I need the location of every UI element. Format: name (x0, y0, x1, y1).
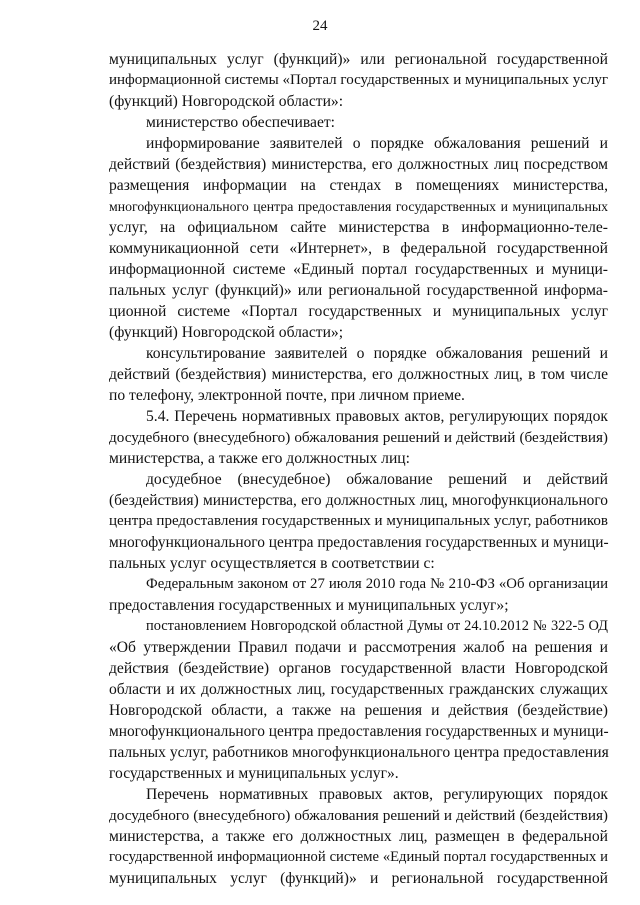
text-line: государственной информационной системе «Единый портал государственных и (109, 849, 608, 865)
text-line: (бездействия) министерства, его должностных лиц, многофункционального (109, 492, 608, 509)
text-line: Перечень нормативных правовых актов, регулирующих порядок (146, 786, 608, 803)
page-number: 24 (312, 18, 328, 34)
text-line: центра предоставления государственных и муниципальных услуг, работников (109, 513, 608, 529)
text-line: пальных услуг осуществляется в соответствии с: (109, 555, 435, 572)
text-line: министерства, а также его должностных лиц: (109, 450, 410, 467)
text-line: области и их должностных лиц, государственных гражданских служащих (109, 681, 608, 698)
text-line: государственных и муниципальных услуг». (109, 765, 399, 782)
text-line: досудебного (внесудебного) обжалования решений и действий (бездействия) (109, 429, 608, 446)
text-line: действий (бездействия) министерства, его должностных лиц посредством (109, 156, 608, 173)
text-line: пальных услуг (функций)» или региональной государственной информа- (109, 282, 608, 299)
text-line: пальных услуг, работников многофункционального центра предоставления (109, 744, 609, 761)
text-line: информирование заявителей о порядке обжалования решений и (146, 135, 608, 152)
text-line: информационной системе «Единый портал государственных и муници- (109, 261, 608, 278)
text-line: министерство обеспечивает: (146, 114, 336, 131)
text-line: предоставления государственных и муниципальных услуг»; (109, 597, 509, 614)
text-line: досудебного (внесудебного) обжалования решений и действий (бездействия) (109, 807, 608, 824)
text-line: многофункционального центра предоставления государственных и муници- (109, 534, 609, 551)
text-line: многофункционального центра предоставления государственных и муниципальных (109, 199, 608, 214)
text-line: (функций) Новгородской области»; (109, 324, 344, 341)
text-line: услуг, на официальном сайте министерства в информационно-теле- (109, 219, 608, 236)
text-line: коммуникационной сети «Интернет», в федеральной государственной (109, 240, 608, 257)
text-line: министерства, а также его должностных лиц, размещен в федеральной (109, 828, 608, 845)
text-line: муниципальных услуг (функций)» и региональной государственной (109, 870, 608, 887)
text-line: «Об утверждении Правил подачи и рассмотрения жалоб на решения и (109, 639, 608, 656)
text-line: действий (бездействия) министерства, его должностных лиц, в том числе (109, 366, 608, 383)
text-line: информационной системы «Портал государственных и муниципальных услуг (109, 72, 608, 88)
text-line: (функций) Новгородской области»: (109, 93, 344, 110)
text-line: размещения информации на стендах в помещениях министерства, (109, 177, 608, 194)
text-line: многофункционального центра предоставления государственных и муници- (109, 723, 609, 740)
text-line: Федеральным законом от 27 июля 2010 года № 210-ФЗ «Об организации (146, 576, 608, 592)
text-line: Новгородской области, а также на решения и действия (бездействие) (109, 702, 608, 719)
text-line: ционной системе «Портал государственных и муниципальных услуг (109, 303, 608, 320)
text-line: консультирование заявителей о порядке обжалования решений и (146, 345, 608, 362)
text-line: по телефону, электронной почте, при личном приеме. (109, 387, 465, 404)
text-line: муниципальных услуг (функций)» или региональной государственной (109, 51, 608, 68)
text-line: действия (бездействие) органов государственной власти Новгородской (109, 660, 608, 677)
document-body (109, 49, 608, 889)
text-line: постановлением Новгородской областной Думы от 24.10.2012 № 322-5 ОД (146, 618, 608, 634)
text-line: 5.4. Перечень нормативных правовых актов, регулирующих порядок (146, 408, 608, 425)
text-line: досудебное (внесудебное) обжалование решений и действий (146, 471, 608, 488)
